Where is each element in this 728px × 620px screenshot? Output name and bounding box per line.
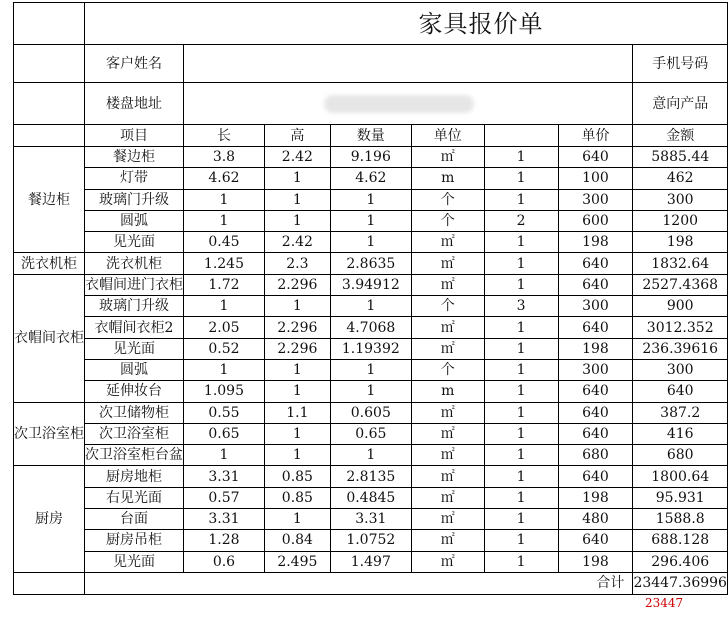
blank-cell [14,572,85,594]
cell-count: 1 [484,189,558,210]
cell-unit: ㎡ [411,509,484,530]
cell-count: 1 [484,232,558,253]
cell-unit-price: 198 [558,487,633,508]
cell-amount: 680 [633,445,728,466]
table-row [14,189,728,210]
table-row [14,253,728,274]
cell-unit-price: 198 [558,232,633,253]
cell-quantity: 1 [330,359,411,380]
cell-item: 厨房地柜 [85,466,184,487]
cell-height: 2.296 [264,274,330,295]
group-label: 厨房 [14,466,85,572]
cell-count: 1 [484,381,558,402]
cell-unit-price: 600 [558,210,633,231]
blank-cell [14,45,85,83]
cell-quantity: 1.497 [330,551,411,572]
corner-cell [14,3,85,45]
table-row [14,359,728,380]
cell-count: 2 [484,210,558,231]
cell-amount: 1588.8 [633,509,728,530]
cell-unit-price: 640 [558,423,633,444]
group-label: 洗衣机柜 [14,253,85,274]
cell-unit-price: 300 [558,359,633,380]
table-row [14,147,728,168]
cell-length: 2.05 [184,317,265,338]
cell-quantity: 1 [330,189,411,210]
column-header: 金额 [633,125,728,147]
table-row [14,551,728,572]
column-header: 单价 [558,125,633,147]
cell-count: 1 [484,317,558,338]
cell-unit-price: 300 [558,296,633,317]
cell-height: 1 [264,509,330,530]
cell-count: 1 [484,402,558,423]
cell-item: 厨房吊柜 [85,530,184,551]
cell-height: 0.85 [264,466,330,487]
blank-cell [14,83,85,125]
cell-item: 圆弧 [85,359,184,380]
cell-unit-price: 480 [558,509,633,530]
address-value [184,83,633,125]
cell-count: 1 [484,338,558,359]
cell-quantity: 1 [330,210,411,231]
cell-height: 1 [264,296,330,317]
cell-height: 1 [264,423,330,444]
cell-unit-price: 640 [558,402,633,423]
group-label: 衣帽间衣柜 [14,274,85,402]
cell-amount: 5885.44 [633,147,728,168]
table-row [14,530,728,551]
cell-length: 0.6 [184,551,265,572]
cell-item: 见光面 [85,551,184,572]
cell-amount: 95.931 [633,487,728,508]
cell-amount: 300 [633,189,728,210]
cell-count: 1 [484,359,558,380]
group-label: 餐边柜 [14,147,85,253]
cell-quantity: 1 [330,296,411,317]
cell-quantity: 4.7068 [330,317,411,338]
cell-count: 1 [484,253,558,274]
cell-item: 见光面 [85,232,184,253]
cell-quantity: 1.19392 [330,338,411,359]
cell-unit: 个 [411,359,484,380]
cell-amount: 688.128 [633,530,728,551]
cell-unit: ㎡ [411,317,484,338]
total-value: 23447.36996 [633,572,728,594]
cell-item: 灯带 [85,168,184,189]
cell-unit-price: 640 [558,317,633,338]
cell-height: 1 [264,359,330,380]
cell-unit-price: 640 [558,147,633,168]
cell-length: 1 [184,445,265,466]
cell-amount: 387.2 [633,402,728,423]
cell-length: 1.245 [184,253,265,274]
cell-count: 1 [484,274,558,295]
cell-count: 3 [484,296,558,317]
column-header: 单位 [411,125,484,147]
quote-table [13,2,728,595]
address-label: 楼盘地址 [85,83,184,125]
cell-quantity: 1 [330,381,411,402]
cell-unit-price: 198 [558,338,633,359]
cell-height: 0.85 [264,487,330,508]
quote-sheet [13,2,728,595]
cell-unit-price: 640 [558,466,633,487]
cell-count: 1 [484,423,558,444]
cell-item: 右见光面 [85,487,184,508]
column-header: 高 [264,125,330,147]
cell-height: 2.42 [264,232,330,253]
cell-unit-price: 640 [558,253,633,274]
cell-count: 1 [484,147,558,168]
cell-unit-price: 640 [558,274,633,295]
cell-amount: 198 [633,232,728,253]
cell-unit: ㎡ [411,530,484,551]
cell-unit: ㎡ [411,466,484,487]
cell-quantity: 0.65 [330,423,411,444]
title-row [14,3,728,45]
table-row [14,423,728,444]
cell-quantity: 9.196 [330,147,411,168]
title-cell [85,3,728,45]
cell-item: 洗衣机柜 [85,253,184,274]
cell-unit: ㎡ [411,232,484,253]
table-row [14,509,728,530]
cell-unit: ㎡ [411,274,484,295]
cell-item: 次卫浴室柜 [85,423,184,444]
cell-quantity: 2.8135 [330,466,411,487]
cell-quantity: 3.31 [330,509,411,530]
cell-length: 1 [184,189,265,210]
cell-item: 玻璃门升级 [85,296,184,317]
cell-unit-price: 680 [558,445,633,466]
cell-unit: ㎡ [411,423,484,444]
address-row [14,83,728,125]
cell-unit: ㎡ [411,147,484,168]
cell-height: 1.1 [264,402,330,423]
cell-height: 2.296 [264,317,330,338]
cell-count: 1 [484,168,558,189]
cell-length: 1.28 [184,530,265,551]
page-title: 家具报价单 [418,9,544,38]
column-header: 数量 [330,125,411,147]
table-row [14,402,728,423]
cell-quantity: 1 [330,232,411,253]
cell-count: 1 [484,551,558,572]
cell-length: 4.62 [184,168,265,189]
cell-unit: m [411,168,484,189]
cell-height: 1 [264,445,330,466]
cell-quantity: 4.62 [330,168,411,189]
cell-item: 次卫浴室柜台盆 [85,445,184,466]
table-row [14,296,728,317]
cell-unit: ㎡ [411,445,484,466]
cell-amount: 640 [633,381,728,402]
column-header: 项目 [85,125,184,147]
cell-unit-price: 198 [558,551,633,572]
cell-amount: 1832.64 [633,253,728,274]
table-row [14,317,728,338]
cell-length: 1 [184,210,265,231]
blank-cell [14,125,85,147]
cell-item: 见光面 [85,338,184,359]
cell-amount: 1200 [633,210,728,231]
total-label: 合计 [85,572,633,594]
cell-height: 1 [264,168,330,189]
cell-amount: 300 [633,359,728,380]
column-header [484,125,558,147]
cell-height: 2.3 [264,253,330,274]
cell-amount: 462 [633,168,728,189]
cell-unit-price: 300 [558,189,633,210]
cell-height: 0.84 [264,530,330,551]
cell-count: 1 [484,509,558,530]
cell-unit: ㎡ [411,487,484,508]
cell-amount: 2527.4368 [633,274,728,295]
column-header-row [14,125,728,147]
cell-length: 0.55 [184,402,265,423]
cell-amount: 1800.64 [633,466,728,487]
cell-unit: ㎡ [411,338,484,359]
cell-height: 1 [264,189,330,210]
cell-amount: 416 [633,423,728,444]
cell-length: 1 [184,359,265,380]
total-row [14,572,728,594]
phone-label: 手机号码 [633,45,728,83]
intended-product-label: 意向产品 [633,83,728,125]
cell-count: 1 [484,530,558,551]
cell-count: 1 [484,466,558,487]
customer-name-value [184,45,633,83]
cell-count: 1 [484,487,558,508]
cell-amount: 296.406 [633,551,728,572]
cell-unit-price: 100 [558,168,633,189]
cell-unit: 个 [411,296,484,317]
cell-item: 圆弧 [85,210,184,231]
cell-amount: 3012.352 [633,317,728,338]
table-row [14,487,728,508]
cell-quantity: 1.0752 [330,530,411,551]
table-row [14,338,728,359]
cell-length: 3.31 [184,466,265,487]
table-row [14,466,728,487]
table-row [14,168,728,189]
cell-length: 0.52 [184,338,265,359]
cell-item: 次卫储物柜 [85,402,184,423]
cell-item: 延伸妆台 [85,381,184,402]
cell-item: 衣帽间进门衣柜 [85,274,184,295]
cell-length: 0.65 [184,423,265,444]
table-row [14,274,728,295]
cell-item: 玻璃门升级 [85,189,184,210]
cell-length: 1 [184,296,265,317]
cell-length: 1.095 [184,381,265,402]
customer-name-label: 客户姓名 [85,45,184,83]
table-row [14,381,728,402]
cell-unit-price: 640 [558,381,633,402]
cell-unit: ㎡ [411,551,484,572]
cell-length: 0.45 [184,232,265,253]
cell-height: 2.42 [264,147,330,168]
cell-height: 2.495 [264,551,330,572]
cell-item: 餐边柜 [85,147,184,168]
customer-row [14,45,728,83]
cell-amount: 236.39616 [633,338,728,359]
cell-quantity: 3.94912 [330,274,411,295]
cell-height: 1 [264,381,330,402]
cell-quantity: 0.605 [330,402,411,423]
cell-quantity: 1 [330,445,411,466]
total-stamp: 23447 [645,596,684,610]
table-row [14,232,728,253]
cell-length: 1.72 [184,274,265,295]
cell-quantity: 2.8635 [330,253,411,274]
cell-unit: ㎡ [411,402,484,423]
cell-height: 2.296 [264,338,330,359]
cell-unit: m [411,381,484,402]
cell-amount: 900 [633,296,728,317]
cell-unit: ㎡ [411,253,484,274]
column-header: 长 [184,125,265,147]
cell-length: 3.31 [184,509,265,530]
cell-item: 台面 [85,509,184,530]
group-label: 次卫浴室柜 [14,402,85,466]
cell-height: 1 [264,210,330,231]
cell-length: 0.57 [184,487,265,508]
cell-quantity: 0.4845 [330,487,411,508]
cell-length: 3.8 [184,147,265,168]
table-row [14,210,728,231]
cell-unit-price: 640 [558,530,633,551]
cell-unit: 个 [411,189,484,210]
redacted-address [324,95,474,113]
cell-unit: 个 [411,210,484,231]
table-row [14,445,728,466]
cell-item: 衣帽间衣柜2 [85,317,184,338]
cell-count: 1 [484,445,558,466]
